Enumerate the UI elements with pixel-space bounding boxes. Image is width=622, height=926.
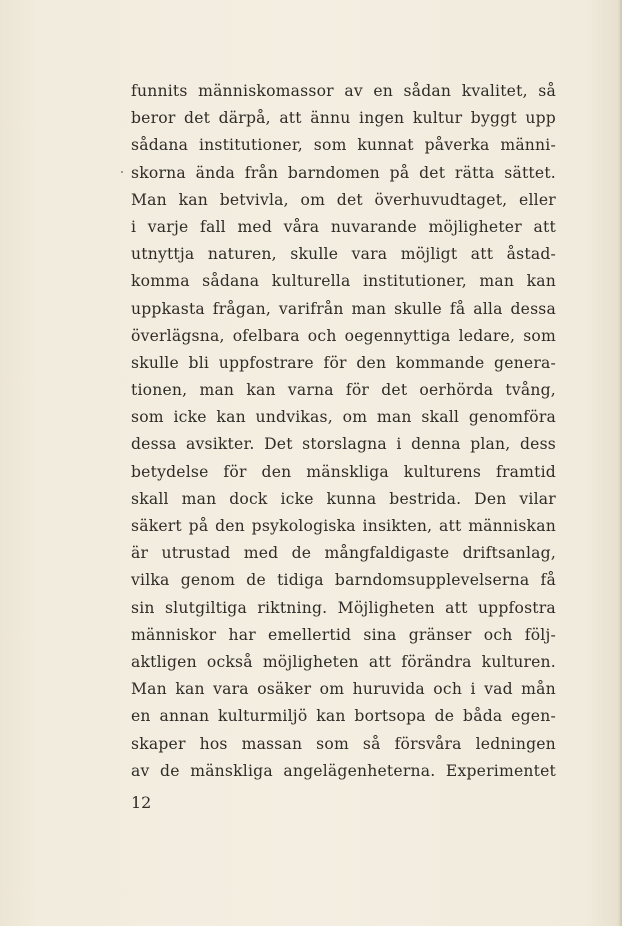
word: sådana: [202, 272, 260, 291]
word: vilka: [131, 571, 170, 590]
word: att: [279, 109, 302, 128]
word: få: [449, 299, 466, 318]
body-text: [131, 78, 556, 785]
word: den: [356, 353, 387, 372]
text-line: [131, 459, 556, 486]
word: driftsanlag,: [462, 544, 556, 563]
word: det: [184, 109, 211, 128]
word: uppfostrare: [218, 353, 314, 372]
word: tvång,: [505, 381, 556, 400]
word: påverka: [424, 136, 490, 155]
word: uppkasta: [131, 299, 205, 318]
text-line: [131, 486, 556, 513]
word: psykologiska: [251, 517, 356, 535]
word: människan: [468, 517, 556, 535]
word: sättet.: [504, 163, 556, 182]
word: att: [445, 598, 468, 617]
word: ledare,: [458, 326, 516, 345]
text-line: [131, 105, 556, 132]
word: på: [188, 517, 209, 535]
word: skulle: [131, 353, 179, 372]
word: som: [316, 734, 349, 753]
word: dessa: [510, 299, 556, 318]
word: förändra: [401, 652, 472, 671]
word: byggt: [470, 109, 517, 128]
word: insikten,: [362, 517, 433, 535]
word: Den: [474, 489, 507, 508]
word: den: [261, 462, 292, 481]
word: kan: [246, 381, 276, 400]
word: uppfostra: [477, 598, 556, 617]
word: att: [439, 517, 462, 535]
word: man: [181, 489, 217, 508]
word: betydelse: [131, 462, 209, 481]
word: naturen,: [207, 245, 277, 264]
word: tionen,: [131, 381, 188, 400]
word: varifrån: [278, 299, 344, 318]
word: en: [131, 707, 151, 726]
word: hos: [199, 734, 228, 753]
text-line: [131, 567, 556, 594]
word: möjligheter: [428, 217, 522, 236]
word: kulturen.: [481, 652, 556, 671]
word: och: [483, 625, 513, 644]
word: det: [419, 163, 446, 182]
text-line: [131, 703, 556, 730]
word: varna: [287, 381, 334, 400]
word: mänskliga: [190, 761, 273, 780]
word: få: [540, 571, 556, 590]
text-line: [131, 323, 556, 350]
word: sådan: [403, 82, 452, 100]
word: sin: [131, 598, 155, 617]
word: undvikas,: [255, 408, 333, 427]
word: frågan,: [212, 299, 271, 318]
word: med: [243, 544, 279, 563]
word: ännu: [310, 109, 351, 128]
word: man: [199, 381, 235, 400]
text-line: [131, 676, 556, 703]
word: de: [160, 761, 180, 780]
word: plan,: [470, 435, 511, 454]
word: med: [237, 217, 273, 236]
word: Man: [131, 190, 167, 209]
word: emellertid: [268, 625, 352, 644]
word: överhuvudtaget,: [374, 190, 508, 209]
word: båda: [463, 707, 503, 726]
word: upp: [525, 109, 556, 128]
word: kulturella: [271, 272, 351, 291]
word: rätta: [454, 163, 495, 182]
word: fall: [200, 217, 226, 236]
word: egen-: [511, 707, 556, 726]
text-line: [131, 160, 556, 187]
word: säkert: [131, 517, 182, 535]
word: institutioner,: [362, 272, 467, 291]
word: nuvarande: [330, 217, 417, 236]
word: våra: [283, 217, 320, 236]
word: skulle: [394, 299, 442, 318]
word: som: [523, 326, 556, 345]
text-line: [131, 513, 556, 540]
text-line: [131, 404, 556, 431]
word: bli: [188, 353, 210, 372]
word: genera-: [494, 353, 556, 372]
word: ofelbara: [232, 326, 300, 345]
word: kunna: [326, 489, 377, 508]
word: mån: [521, 680, 556, 699]
word: slutgiltiga: [164, 598, 247, 617]
word: möjligheten: [262, 652, 359, 671]
word: att: [470, 245, 494, 264]
text-line: [131, 241, 556, 268]
word: kunnat: [357, 136, 414, 155]
text-line: [131, 731, 556, 758]
word: försvåra: [394, 734, 462, 753]
word: för: [223, 462, 247, 481]
word: skorna: [131, 163, 186, 182]
text-line: [131, 350, 556, 377]
word: människor: [131, 625, 217, 644]
word: beror: [131, 109, 176, 128]
word: Man: [131, 680, 167, 699]
text-line: [131, 132, 556, 159]
word: skulle: [290, 245, 339, 264]
word: man: [376, 408, 412, 427]
word: vilar: [519, 489, 556, 508]
word: kulturmiljö: [218, 707, 308, 726]
word: en: [373, 82, 394, 100]
word: aktligen: [131, 652, 197, 671]
word: som: [313, 136, 347, 155]
word: är: [131, 544, 149, 563]
word: oerhörda: [419, 381, 494, 400]
word: Experimentet: [445, 761, 556, 780]
word: genom: [180, 571, 236, 590]
word: barndomen: [287, 163, 380, 182]
word: kan: [526, 272, 556, 291]
word: kvalitet,: [461, 82, 528, 100]
text-line: [131, 78, 556, 105]
word: av: [131, 761, 150, 780]
word: sådana: [131, 136, 189, 155]
word: åstad-: [506, 245, 556, 264]
word: ingen: [359, 109, 405, 128]
word: de: [291, 544, 312, 563]
word: funnits: [131, 82, 188, 100]
word: gränser: [408, 625, 472, 644]
word: man: [479, 272, 515, 291]
word: och: [433, 680, 463, 699]
word: kommande: [395, 353, 485, 372]
word: mångfaldigaste: [324, 544, 450, 563]
word: bortsopa: [354, 707, 426, 726]
word: alla: [473, 299, 503, 318]
word: osäker: [257, 680, 312, 699]
word: skall: [421, 408, 460, 427]
page-edge-shadow: [618, 0, 622, 926]
word: för: [323, 353, 347, 372]
word: genomföra: [468, 408, 556, 427]
word: Möjligheten: [337, 598, 435, 617]
word: denna: [411, 435, 461, 454]
word: framtid: [496, 462, 556, 481]
word: därpå,: [218, 109, 271, 128]
word: man: [351, 299, 387, 318]
word: de: [246, 571, 266, 590]
word: överlägsna,: [131, 326, 225, 345]
word: kultur: [412, 109, 463, 128]
word: kan: [216, 408, 246, 427]
word: vara: [351, 245, 388, 264]
word: mänskliga: [306, 462, 389, 481]
text-line: [131, 377, 556, 404]
word: utrustad: [161, 544, 231, 563]
word: varje: [147, 217, 189, 236]
text-line: [131, 758, 556, 785]
word: riktning.: [257, 598, 328, 617]
word: kulturens: [403, 462, 482, 481]
word: bestrida.: [389, 489, 462, 508]
word: kan: [175, 680, 205, 699]
text-line: [131, 187, 556, 214]
word: också: [206, 652, 253, 671]
word: kan: [316, 707, 346, 726]
word: avsikter.: [186, 435, 255, 454]
word: betvivla,: [219, 190, 289, 209]
word: skaper: [131, 734, 186, 753]
word: dess: [519, 435, 556, 454]
word: skall: [131, 489, 169, 508]
word: om: [319, 680, 345, 699]
word: för: [345, 381, 370, 400]
word: i: [131, 217, 137, 236]
word: möjligt: [400, 245, 458, 264]
word: eller: [519, 190, 556, 209]
text-line: [131, 622, 556, 649]
word: institutioner,: [198, 136, 303, 155]
text-line: [131, 649, 556, 676]
word: har: [228, 625, 256, 644]
word: icke: [173, 408, 207, 427]
word: icke: [280, 489, 314, 508]
text-line: [131, 214, 556, 241]
word: människomassor: [198, 82, 334, 100]
word: kan: [178, 190, 208, 209]
word: och: [307, 326, 337, 345]
paper-speck: [121, 171, 123, 173]
text-line: [131, 296, 556, 323]
text-line: [131, 268, 556, 295]
text-line: [131, 595, 556, 622]
text-line: [131, 431, 556, 458]
word: vara: [213, 680, 249, 699]
word: den: [215, 517, 245, 535]
word: dessa: [131, 435, 177, 454]
word: som: [131, 408, 164, 427]
word: så: [538, 82, 556, 100]
word: tidiga: [277, 571, 324, 590]
text-line: [131, 540, 556, 567]
word: i: [396, 435, 402, 454]
word: i: [470, 680, 476, 699]
word: på: [389, 163, 410, 182]
word: storslagna: [302, 435, 387, 454]
word: männi-: [500, 136, 556, 155]
word: angelägenheterna.: [283, 761, 436, 780]
word: av: [344, 82, 363, 100]
word: dock: [229, 489, 268, 508]
word: så: [362, 734, 381, 753]
word: sina: [363, 625, 397, 644]
word: huruvida: [352, 680, 425, 699]
word: komma: [131, 272, 190, 291]
word: utnyttja: [131, 245, 195, 264]
word: om: [300, 190, 326, 209]
word: det: [381, 381, 408, 400]
word: oegennyttiga: [344, 326, 451, 345]
word: från: [244, 163, 279, 182]
word: det: [336, 190, 363, 209]
word: att: [368, 652, 392, 671]
word: barndomsupplevelserna: [334, 571, 530, 590]
page-number: 12: [131, 793, 152, 812]
word: att: [533, 217, 556, 236]
word: ända: [195, 163, 236, 182]
word: vad: [484, 680, 513, 699]
word: följ-: [524, 625, 556, 644]
word: ledningen: [475, 734, 556, 753]
word: massan: [241, 734, 303, 753]
word: annan: [159, 707, 210, 726]
word: de: [434, 707, 455, 726]
word: om: [342, 408, 368, 427]
word: Det: [264, 435, 293, 454]
